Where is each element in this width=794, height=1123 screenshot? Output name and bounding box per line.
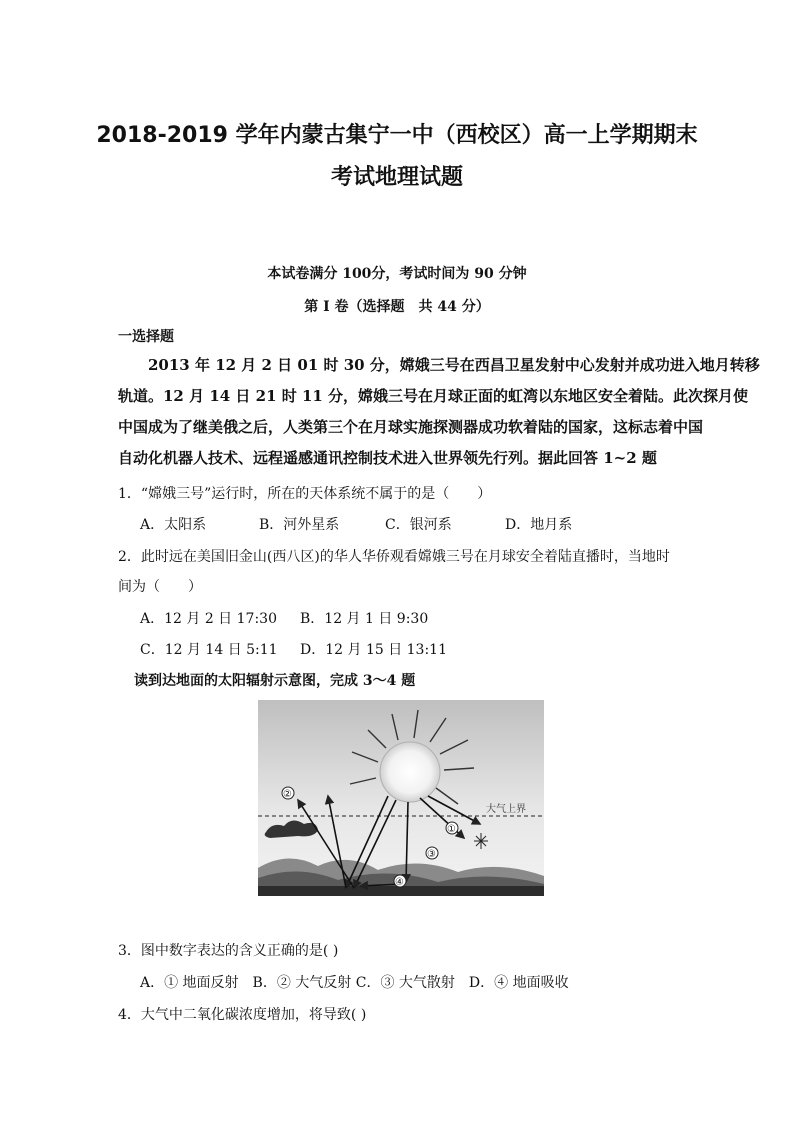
question-2-stem-cont: 间为（ ） — [118, 579, 202, 595]
question-1-option-d: D．地月系 — [505, 517, 573, 533]
marker-1: ① — [447, 824, 456, 835]
passage-line: 自动化机器人技术、远程遥感通讯控制技术进入世界领先行列。据此回答 1~2 题 — [118, 449, 657, 467]
question-1-option-c: C．银河系 — [385, 517, 452, 533]
question-2-stem: 2．此时远在美国旧金山(西八区)的华人华侨观看嫦娥三号在月球安全着陆直播时，当地时 — [118, 549, 670, 565]
document-title-line1: 2018-2019 学年内蒙古集宁一中（西校区）高一上学期期末 — [96, 123, 698, 148]
atmosphere-label: 大气上界 — [486, 804, 526, 815]
question-4-stem: 4．大气中二氧化碳浓度增加，将导致( ) — [118, 1007, 367, 1023]
question-2-option-d: D．12 月 15 日 13:11 — [300, 642, 447, 658]
marker-2: ② — [283, 789, 292, 800]
question-2-option-c: C．12 月 14 日 5:11 — [140, 642, 278, 658]
passage-line: 中国成为了继美俄之后，人类第三个在月球实施探测器成功软着陆的国家，这标志着中国 — [118, 418, 704, 436]
section-heading: 一选择题 — [118, 329, 174, 345]
passage-line: 轨道。12 月 14 日 21 时 11 分，嫦娥三号在月球正面的虹湾以东地区安全着陆。此次探月使 — [118, 387, 749, 405]
question-1-stem: 1．“嫦娥三号”运行时，所在的天体系统不属于的是（ ） — [118, 486, 492, 502]
question-2-option-a: A．12 月 2 日 17:30 — [140, 611, 277, 627]
sun-icon — [380, 742, 440, 802]
question-3-options: A．① 地面反射 B．② 大气反射 C．③ 大气散射 D．④ 地面吸收 — [140, 975, 569, 991]
question-1-option-a: A．太阳系 — [140, 517, 207, 533]
marker-4: ④ — [395, 877, 404, 888]
question-2-option-b: B．12 月 1 日 9:30 — [300, 611, 429, 627]
document-title-line2: 考试地理试题 — [330, 165, 463, 190]
marker-3: ③ — [427, 849, 436, 860]
score-time-note: 本试卷满分 100分，考试时间为 90 分钟 — [267, 266, 527, 282]
part-heading: 第 Ⅰ 卷（选择题 共 44 分） — [304, 299, 490, 315]
figure-intro: 读到达地面的太阳辐射示意图，完成 3～4 题 — [134, 673, 416, 689]
solar-radiation-figure — [258, 700, 544, 896]
question-1-option-b: B．河外星系 — [259, 517, 340, 533]
question-3-stem: 3．图中数字表达的含义正确的是( ) — [118, 943, 339, 959]
passage-line: 2013 年 12 月 2 日 01 时 30 分，嫦娥三号在西昌卫星发射中心发射并成功进入地月转移 — [148, 356, 760, 374]
solar-radiation-diagram — [258, 700, 544, 896]
